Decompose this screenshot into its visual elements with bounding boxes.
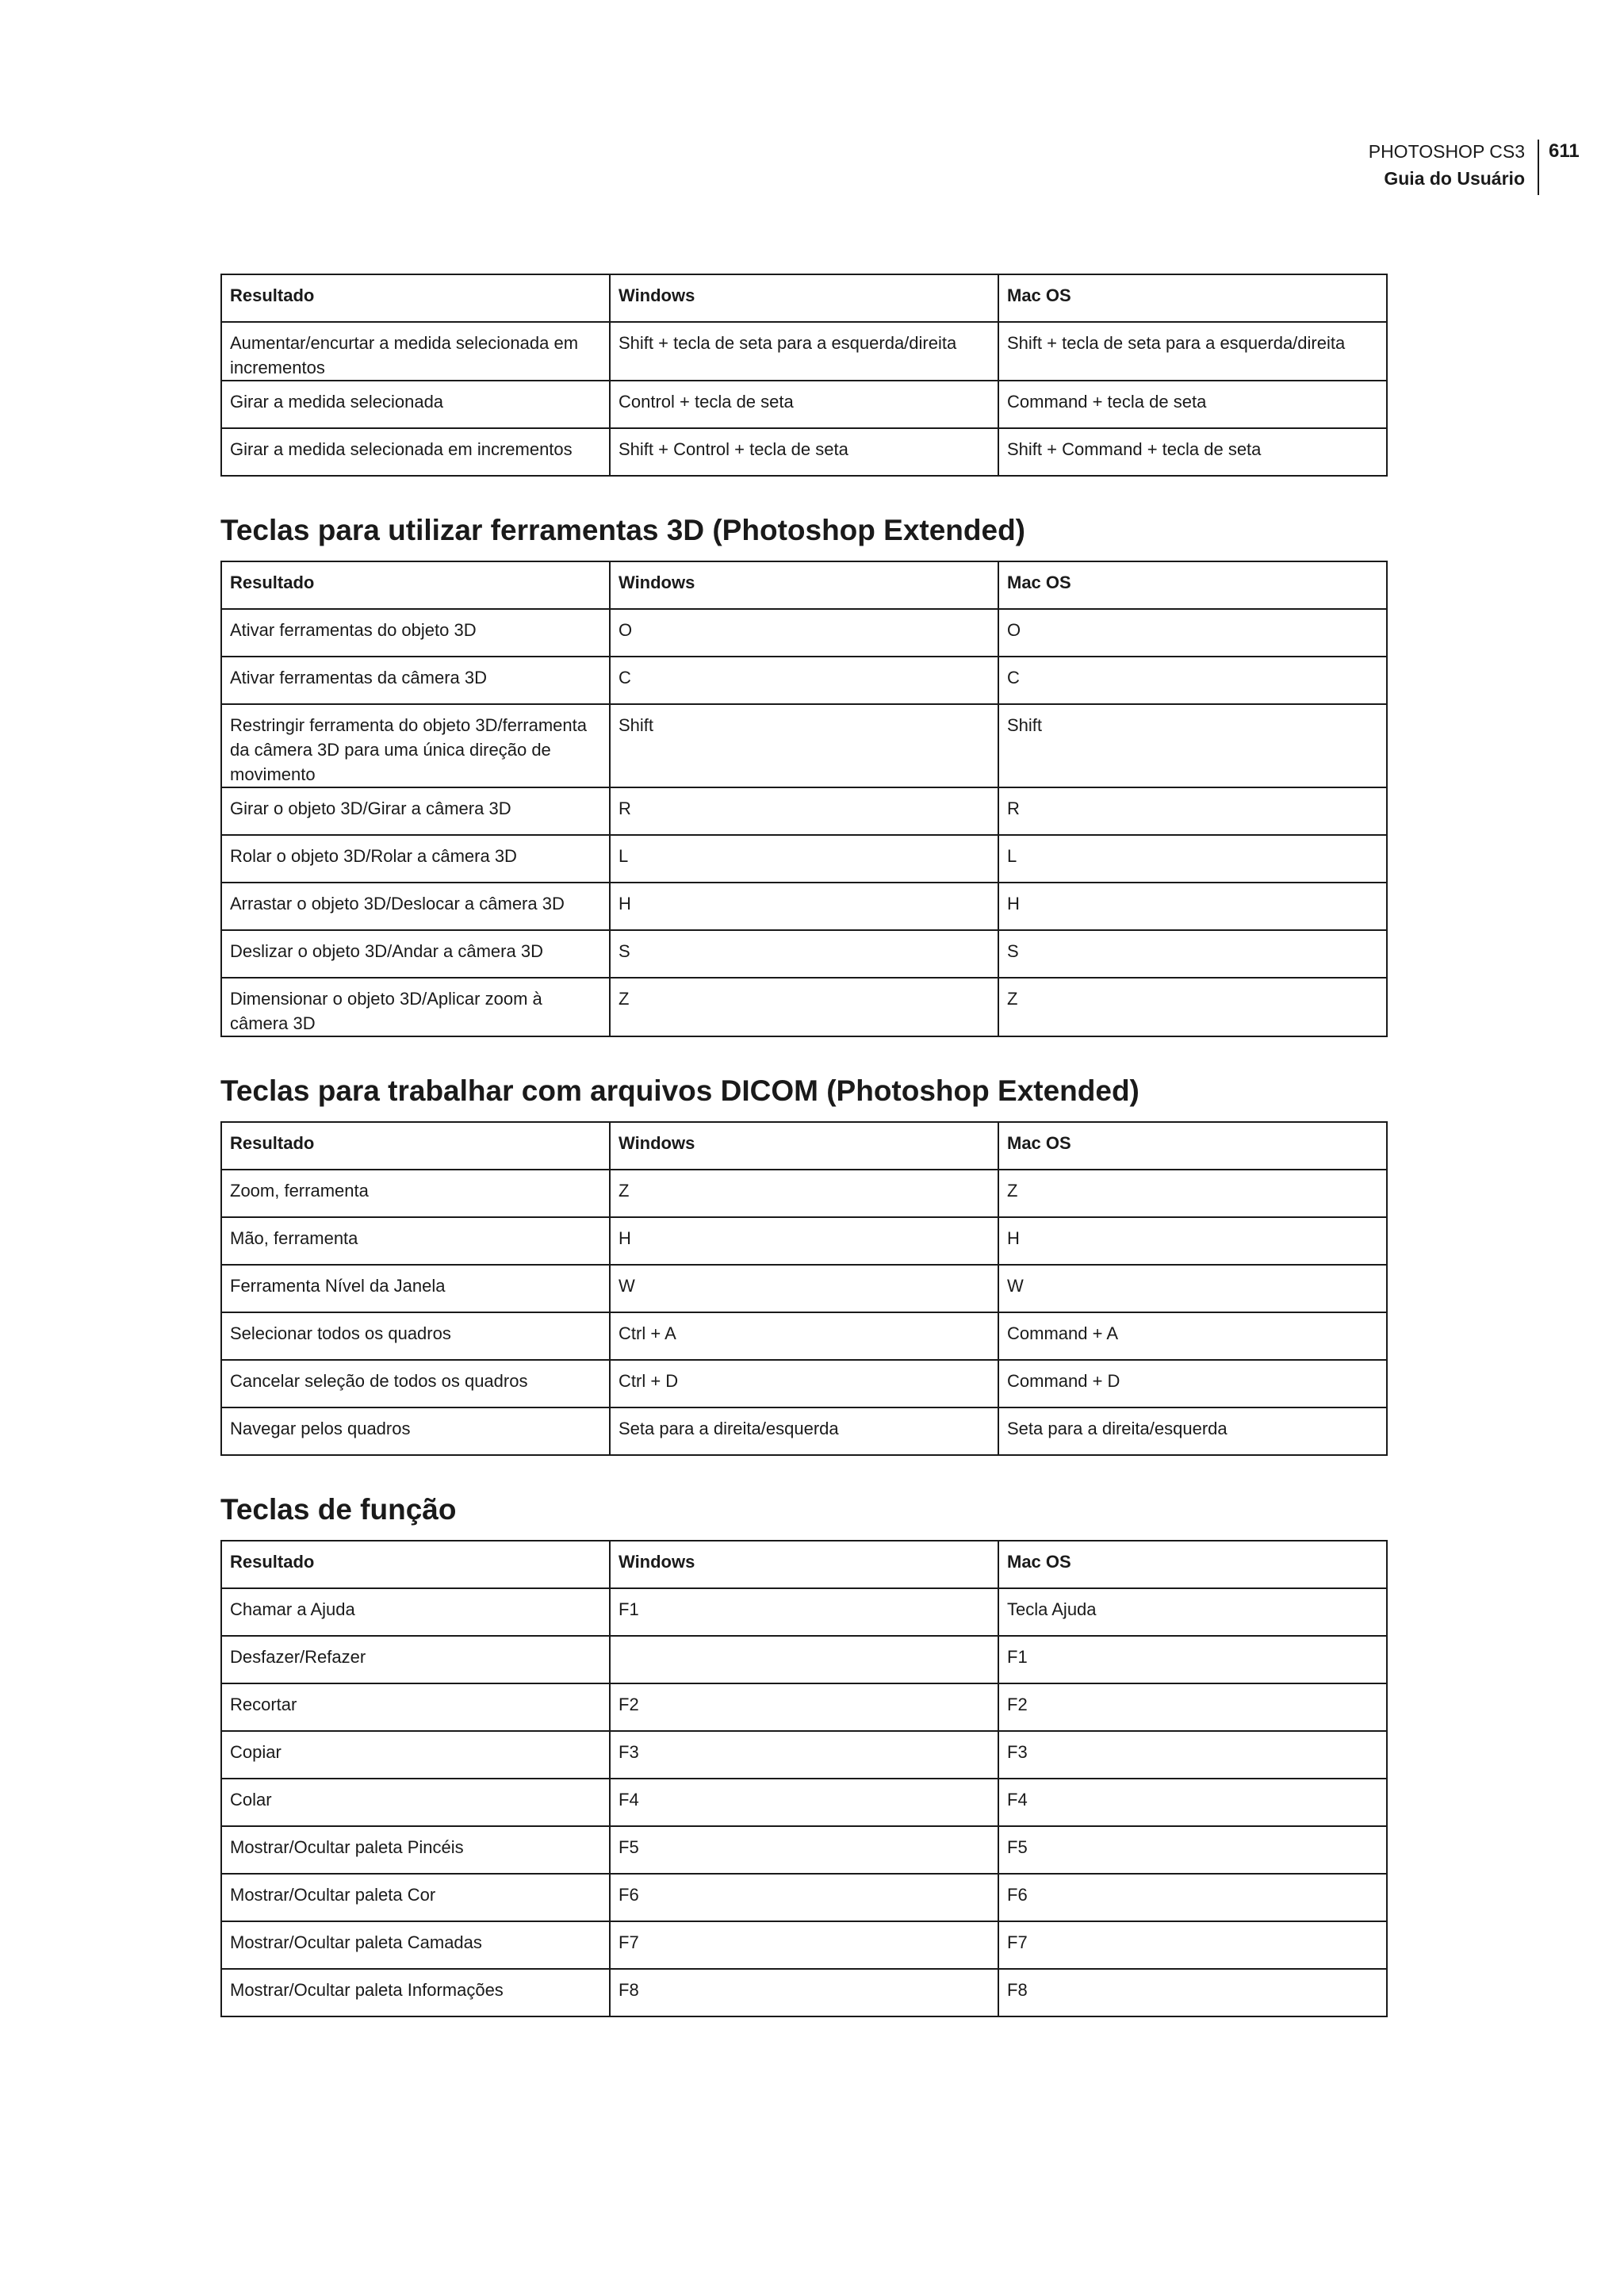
table-row (221, 1826, 1387, 1874)
table-row (221, 883, 1387, 930)
table-header-row (221, 1541, 1387, 1588)
table-row (221, 322, 1387, 381)
shortcut-table (220, 274, 1388, 477)
table-row (221, 1588, 1387, 1636)
column-header: Resultado (221, 274, 610, 322)
column-header: Windows (610, 1541, 998, 1588)
header-guide: Guia do Usuário (1384, 168, 1525, 189)
table-row (221, 1683, 1387, 1731)
table-row (221, 1312, 1387, 1360)
header-divider (1538, 140, 1539, 195)
windows-cell: Seta para a direita/esquerda (610, 1407, 998, 1455)
result-cell: Ativar ferramentas do objeto 3D (221, 609, 610, 657)
table-row (221, 428, 1387, 476)
macos-cell: Shift + Command + tecla de seta (998, 428, 1387, 476)
table-row (221, 1874, 1387, 1921)
macos-cell: F7 (998, 1921, 1387, 1969)
windows-cell: F6 (610, 1874, 998, 1921)
macos-cell: F2 (998, 1683, 1387, 1731)
result-cell: Mostrar/Ocultar paleta Cor (221, 1874, 610, 1921)
shortcut-table (220, 561, 1388, 1037)
column-header: Mac OS (998, 1122, 1387, 1170)
shortcut-table (220, 1121, 1388, 1456)
column-header: Windows (610, 561, 998, 609)
macos-cell: Tecla Ajuda (998, 1588, 1387, 1636)
result-cell: Arrastar o objeto 3D/Deslocar a câmera 3D (221, 883, 610, 930)
macos-cell: W (998, 1265, 1387, 1312)
windows-cell: Z (610, 978, 998, 1036)
windows-cell: F5 (610, 1826, 998, 1874)
result-cell: Cancelar seleção de todos os quadros (221, 1360, 610, 1407)
windows-cell: C (610, 657, 998, 704)
windows-cell: Shift + Control + tecla de seta (610, 428, 998, 476)
macos-cell: Shift (998, 704, 1387, 787)
macos-cell: F1 (998, 1636, 1387, 1683)
page-content (220, 274, 1388, 2017)
windows-cell: F3 (610, 1731, 998, 1779)
result-cell: Chamar a Ajuda (221, 1588, 610, 1636)
column-header: Windows (610, 1122, 998, 1170)
result-cell: Mão, ferramenta (221, 1217, 610, 1265)
table-row (221, 381, 1387, 428)
windows-cell: S (610, 930, 998, 978)
macos-cell: S (998, 930, 1387, 978)
result-cell: Selecionar todos os quadros (221, 1312, 610, 1360)
section-title: Teclas para trabalhar com arquivos DICOM (Photoshop Extended) (220, 1074, 1139, 1107)
windows-cell: Shift (610, 704, 998, 787)
macos-cell: F4 (998, 1779, 1387, 1826)
windows-cell: F7 (610, 1921, 998, 1969)
windows-cell: F2 (610, 1683, 998, 1731)
section-title: Teclas para utilizar ferramentas 3D (Photoshop Extended) (220, 514, 1026, 546)
macos-cell: O (998, 609, 1387, 657)
result-cell: Aumentar/encurtar a medida selecionada em incrementos (221, 322, 610, 381)
table-row (221, 1969, 1387, 2016)
table-row (221, 978, 1387, 1036)
windows-cell: H (610, 883, 998, 930)
macos-cell: Command + tecla de seta (998, 381, 1387, 428)
result-cell: Zoom, ferramenta (221, 1170, 610, 1217)
table-header-row (221, 1122, 1387, 1170)
result-cell: Mostrar/Ocultar paleta Informações (221, 1969, 610, 2016)
column-header: Windows (610, 274, 998, 322)
result-cell: Ativar ferramentas da câmera 3D (221, 657, 610, 704)
result-cell: Girar o objeto 3D/Girar a câmera 3D (221, 787, 610, 835)
column-header: Mac OS (998, 561, 1387, 609)
windows-cell: Ctrl + A (610, 1312, 998, 1360)
windows-cell: O (610, 609, 998, 657)
column-header: Mac OS (998, 1541, 1387, 1588)
windows-cell: Z (610, 1170, 998, 1217)
macos-cell: Seta para a direita/esquerda (998, 1407, 1387, 1455)
table-row (221, 1407, 1387, 1455)
table-row (221, 1731, 1387, 1779)
result-cell: Navegar pelos quadros (221, 1407, 610, 1455)
macos-cell: Z (998, 978, 1387, 1036)
result-cell: Copiar (221, 1731, 610, 1779)
windows-cell: F1 (610, 1588, 998, 1636)
result-cell: Restringir ferramenta do objeto 3D/ferramenta da câmera 3D para uma única direção de movimento (221, 704, 610, 787)
table-row (221, 609, 1387, 657)
column-header: Resultado (221, 1541, 610, 1588)
macos-cell: C (998, 657, 1387, 704)
result-cell: Deslizar o objeto 3D/Andar a câmera 3D (221, 930, 610, 978)
macos-cell: Z (998, 1170, 1387, 1217)
windows-cell: Ctrl + D (610, 1360, 998, 1407)
shortcut-table (220, 1540, 1388, 2017)
macos-cell: Shift + tecla de seta para a esquerda/direita (998, 322, 1387, 381)
column-header: Resultado (221, 561, 610, 609)
macos-cell: Command + D (998, 1360, 1387, 1407)
table-row (221, 787, 1387, 835)
table-row (221, 1636, 1387, 1683)
column-header: Resultado (221, 1122, 610, 1170)
macos-cell: F5 (998, 1826, 1387, 1874)
header-titles (1369, 138, 1525, 192)
table-row (221, 835, 1387, 883)
windows-cell: Shift + tecla de seta para a esquerda/direita (610, 322, 998, 381)
result-cell: Desfazer/Refazer (221, 1636, 610, 1683)
header-product: PHOTOSHOP CS3 (1368, 141, 1525, 162)
table-row (221, 1921, 1387, 1969)
windows-cell: H (610, 1217, 998, 1265)
macos-cell: F3 (998, 1731, 1387, 1779)
column-header: Mac OS (998, 274, 1387, 322)
macos-cell: R (998, 787, 1387, 835)
page-number: 611 (1549, 140, 1580, 162)
result-cell: Rolar o objeto 3D/Rolar a câmera 3D (221, 835, 610, 883)
macos-cell: H (998, 1217, 1387, 1265)
result-cell: Colar (221, 1779, 610, 1826)
table-row (221, 1265, 1387, 1312)
table-row (221, 1170, 1387, 1217)
windows-cell: F8 (610, 1969, 998, 2016)
result-cell: Recortar (221, 1683, 610, 1731)
windows-cell: L (610, 835, 998, 883)
table-row (221, 657, 1387, 704)
section-title: Teclas de função (220, 1493, 457, 1526)
table-row (221, 930, 1387, 978)
result-cell: Dimensionar o objeto 3D/Aplicar zoom à câmera 3D (221, 978, 610, 1036)
windows-cell: F4 (610, 1779, 998, 1826)
result-cell: Girar a medida selecionada (221, 381, 610, 428)
macos-cell: L (998, 835, 1387, 883)
table-header-row (221, 561, 1387, 609)
table-row (221, 704, 1387, 787)
windows-cell: W (610, 1265, 998, 1312)
result-cell: Mostrar/Ocultar paleta Camadas (221, 1921, 610, 1969)
macos-cell: F6 (998, 1874, 1387, 1921)
table-header-row (221, 274, 1387, 322)
result-cell: Ferramenta Nível da Janela (221, 1265, 610, 1312)
macos-cell: Command + A (998, 1312, 1387, 1360)
table-row (221, 1217, 1387, 1265)
table-row (221, 1779, 1387, 1826)
result-cell: Girar a medida selecionada em incrementos (221, 428, 610, 476)
windows-cell (610, 1636, 998, 1683)
windows-cell: R (610, 787, 998, 835)
macos-cell: H (998, 883, 1387, 930)
table-row (221, 1360, 1387, 1407)
macos-cell: F8 (998, 1969, 1387, 2016)
windows-cell: Control + tecla de seta (610, 381, 998, 428)
result-cell: Mostrar/Ocultar paleta Pincéis (221, 1826, 610, 1874)
